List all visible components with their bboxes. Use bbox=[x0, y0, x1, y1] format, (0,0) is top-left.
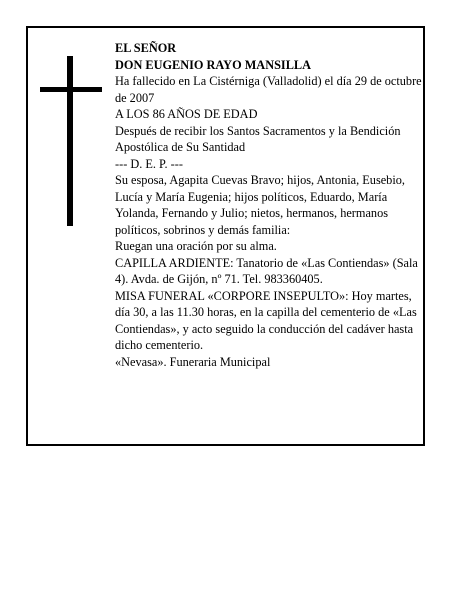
death-info: Ha fallecido en La Cistérniga (Valladolid) el día 29 de octubre de 2007 bbox=[115, 74, 422, 105]
prayer-request: Ruegan una oración por su alma. bbox=[115, 239, 277, 253]
notice-body bbox=[115, 40, 425, 370]
rip-line: --- D. E. P. --- bbox=[115, 156, 183, 171]
cross-icon bbox=[40, 56, 102, 226]
chapel-info: CAPILLA ARDIENTE: Tanatorio de «Las Contiendas» (Sala 4). Avda. de Gijón, nº 71. Tel. 983360405. bbox=[115, 255, 418, 286]
notice-heading: EL SEÑOR bbox=[115, 41, 177, 55]
funeral-home: «Nevasa». Funeraria Municipal bbox=[115, 354, 271, 369]
sacraments-line: Después de recibir los Santos Sacramentos y la Bendición Apostólica de Su Santidad bbox=[115, 123, 401, 154]
cross-vertical-bar bbox=[67, 56, 73, 226]
cross-horizontal-bar bbox=[40, 87, 102, 92]
family-list: Su esposa, Agapita Cuevas Bravo; hijos, Antonia, Eusebio, Lucía y María Eugenia; hijos políticos, Eduardo, María Yolanda, Fernando y Julio; nietos, hermanos, hermanos políticos, sobrinos y demás familia: bbox=[115, 173, 405, 237]
deceased-name: DON EUGENIO RAYO MANSILLA bbox=[115, 57, 311, 72]
age-line: A LOS 86 AÑOS DE EDAD bbox=[115, 107, 258, 121]
funeral-info: MISA FUNERAL «CORPORE INSEPULTO»: Hoy martes, día 30, a las 11.30 horas, en la capilla del cementerio de «Las Contiendas», y acto seguido la conducción del cadáver hasta dicho cementerio. bbox=[115, 288, 417, 352]
obituary-notice bbox=[26, 26, 425, 446]
